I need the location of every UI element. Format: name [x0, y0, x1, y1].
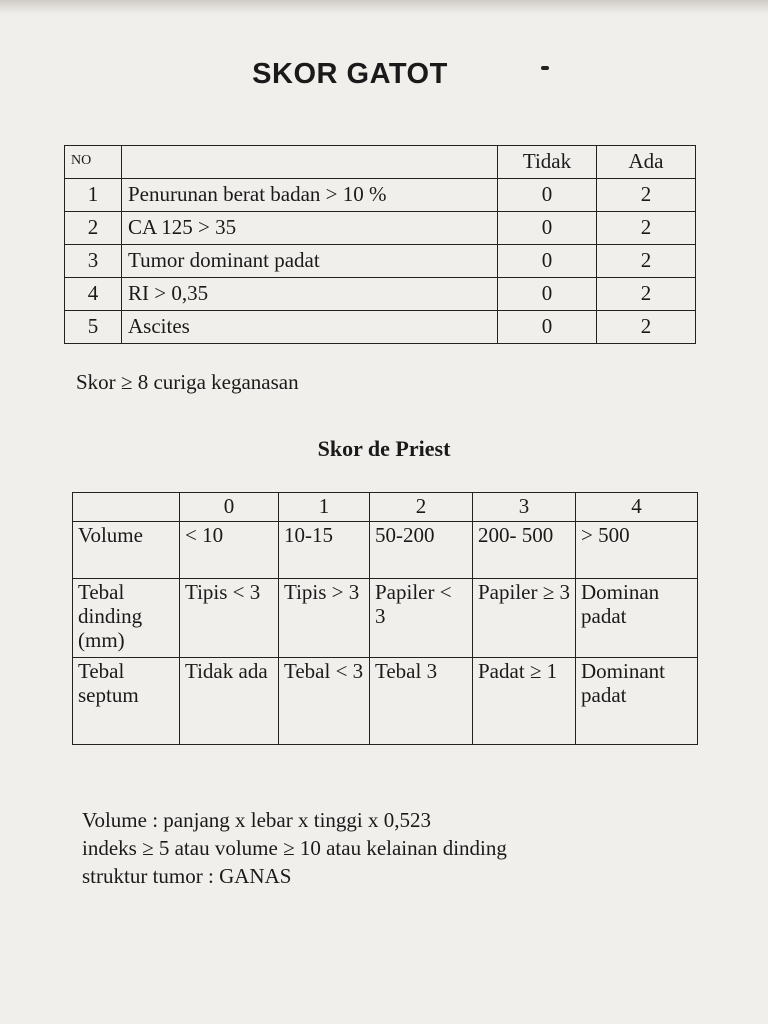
row-tidak: 0 — [498, 278, 597, 311]
table-cell: Tidak ada — [180, 658, 279, 745]
row-criteria: Tumor dominant padat — [122, 245, 498, 278]
header-tidak: Tidak — [498, 146, 597, 179]
skor-gatot-table — [64, 145, 696, 344]
row-no: 1 — [65, 179, 122, 212]
row-no: 3 — [65, 245, 122, 278]
row-ada: 2 — [597, 212, 696, 245]
row-criteria: RI > 0,35 — [122, 278, 498, 311]
row-ada: 2 — [597, 311, 696, 344]
table-row — [65, 245, 696, 278]
table-cell: 200- 500 — [473, 522, 576, 579]
row-criteria: Ascites — [122, 311, 498, 344]
table-row — [65, 212, 696, 245]
row-criteria: CA 125 > 35 — [122, 212, 498, 245]
ink-speck — [541, 66, 549, 70]
page-edge-shadow — [0, 0, 768, 14]
table-row — [73, 658, 698, 745]
table-cell: Dominan padat — [576, 579, 698, 658]
header-ada: Ada — [597, 146, 696, 179]
header-cell: 2 — [370, 493, 473, 522]
header-cell: 4 — [576, 493, 698, 522]
row-criteria: Penurunan berat badan > 10 % — [122, 179, 498, 212]
table-row — [65, 179, 696, 212]
page-title: SKOR GATOT — [252, 58, 448, 90]
table-row — [65, 311, 696, 344]
row-ada: 2 — [597, 278, 696, 311]
table-cell: Tipis > 3 — [279, 579, 370, 658]
header-criteria — [122, 146, 498, 179]
table-row — [65, 278, 696, 311]
row-ada: 2 — [597, 179, 696, 212]
row-no: 5 — [65, 311, 122, 344]
malignancy-criteria: indeks ≥ 5 atau volume ≥ 10 atau kelainan dinding — [82, 836, 507, 860]
malignancy-conclusion: struktur tumor : GANAS — [82, 864, 292, 888]
table-cell: Dominant padat — [576, 658, 698, 745]
table-cell: Tebal 3 — [370, 658, 473, 745]
footer-notes — [82, 806, 702, 890]
row-label: Tebal septum — [73, 658, 180, 745]
table-header-row — [73, 493, 698, 522]
table-cell: > 500 — [576, 522, 698, 579]
table-row — [73, 522, 698, 579]
table-cell: 50-200 — [370, 522, 473, 579]
row-tidak: 0 — [498, 179, 597, 212]
header-cell: 3 — [473, 493, 576, 522]
table-cell: 10-15 — [279, 522, 370, 579]
skor-threshold-note: Skor ≥ 8 curiga keganasan — [76, 370, 299, 394]
table-cell: Tipis < 3 — [180, 579, 279, 658]
row-ada: 2 — [597, 245, 696, 278]
header-cell: 0 — [180, 493, 279, 522]
table-cell: Papiler < 3 — [370, 579, 473, 658]
row-tidak: 0 — [498, 212, 597, 245]
volume-formula: Volume : panjang x lebar x tinggi x 0,523 — [82, 808, 431, 832]
row-label: Tebal dinding (mm) — [73, 579, 180, 658]
row-tidak: 0 — [498, 311, 597, 344]
row-tidak: 0 — [498, 245, 597, 278]
header-cell: 1 — [279, 493, 370, 522]
table-cell: Papiler ≥ 3 — [473, 579, 576, 658]
table-cell: Padat ≥ 1 — [473, 658, 576, 745]
table-cell: Tebal < 3 — [279, 658, 370, 745]
table-row — [73, 579, 698, 658]
header-no: NO — [65, 146, 122, 179]
header-cell — [73, 493, 180, 522]
row-no: 2 — [65, 212, 122, 245]
skor-de-priest-table — [72, 492, 698, 745]
row-no: 4 — [65, 278, 122, 311]
table-cell: < 10 — [180, 522, 279, 579]
table-header-row — [65, 146, 696, 179]
section-title: Skor de Priest — [317, 436, 451, 461]
row-label: Volume — [73, 522, 180, 579]
